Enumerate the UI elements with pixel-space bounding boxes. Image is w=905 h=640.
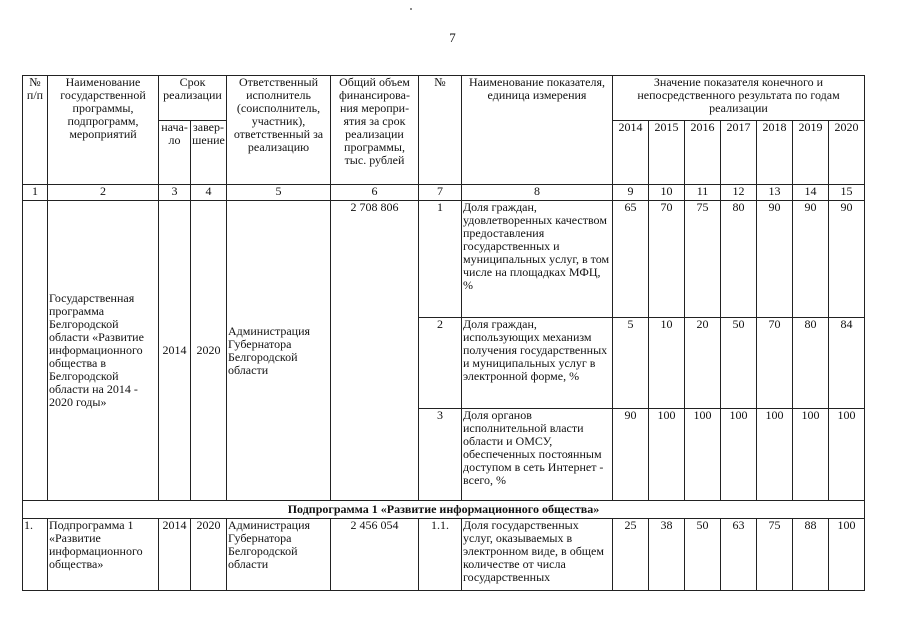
subprogram-num: 1. (23, 519, 48, 591)
indicator-name: Доля граждан, удовлетворенных качеством предоставления государственных и муниципальных услуг, в том числе на площадках МФЦ, % (462, 201, 613, 318)
header-term-start: нача-ло (159, 121, 191, 185)
header-indicator-num: № (419, 76, 462, 185)
indicator-name: Доля государственных услуг, оказываемых в электронном виде, в общем количестве от числа государственных (462, 519, 613, 591)
indicator-value: 50 (721, 318, 757, 409)
header-values-title: Значение показателя конечного и непосредственного результата по годам реализации (613, 76, 865, 121)
header-year: 2019 (793, 121, 829, 185)
header-term-end: завер-шение (191, 121, 227, 185)
header-responsible: Ответственный исполнитель (соисполнитель, участник), ответственный за реализацию (227, 76, 331, 185)
program-end: 2020 (191, 201, 227, 501)
indicator-value: 10 (649, 318, 685, 409)
header-year: 2018 (757, 121, 793, 185)
indicator-value: 88 (793, 519, 829, 591)
header-program-name: Наименование государственной программы, подпрограмм, мероприятий (48, 76, 159, 185)
indicator-value: 100 (829, 519, 865, 591)
subprogram-responsible: Администрация Губернатора Белгородской области (227, 519, 331, 591)
program-num (23, 201, 48, 501)
indicator-value: 65 (613, 201, 649, 318)
indicator-value: 90 (829, 201, 865, 318)
indicator-value: 70 (757, 318, 793, 409)
indicator-value: 100 (757, 409, 793, 501)
indicator-value: 100 (649, 409, 685, 501)
indicator-value: 90 (757, 201, 793, 318)
program-responsible: Администрация Губернатора Белгородской области (227, 201, 331, 501)
column-number: 3 (159, 185, 191, 201)
program-financing: 2 708 806 (331, 201, 419, 501)
indicator-value: 100 (793, 409, 829, 501)
indicator-value: 50 (685, 519, 721, 591)
column-number: 7 (419, 185, 462, 201)
column-number: 1 (23, 185, 48, 201)
program-table (22, 75, 865, 591)
column-number: 14 (793, 185, 829, 201)
header-year: 2015 (649, 121, 685, 185)
indicator-num: 3 (419, 409, 462, 501)
indicator-num: 1 (419, 201, 462, 318)
indicator-value: 80 (721, 201, 757, 318)
indicator-value: 75 (757, 519, 793, 591)
indicator-value: 38 (649, 519, 685, 591)
indicator-value: 70 (649, 201, 685, 318)
subprogram-end: 2020 (191, 519, 227, 591)
indicator-value: 20 (685, 318, 721, 409)
indicator-value: 100 (721, 409, 757, 501)
indicator-value: 90 (613, 409, 649, 501)
column-number: 13 (757, 185, 793, 201)
indicator-value: 25 (613, 519, 649, 591)
indicator-name: Доля органов исполнительной власти области и ОМСУ, обеспеченных постоянным доступом в сеть Интернет - всего, % (462, 409, 613, 501)
subprogram-heading: Подпрограмма 1 «Развитие информационного общества» (23, 501, 865, 519)
indicator-value: 75 (685, 201, 721, 318)
column-number: 15 (829, 185, 865, 201)
indicator-name: Доля граждан, использующих механизм получения государственных и муниципальных услуг в электронной форме, % (462, 318, 613, 409)
indicator-value: 100 (685, 409, 721, 501)
indicator-num: 1.1. (419, 519, 462, 591)
column-number: 11 (685, 185, 721, 201)
header-year: 2017 (721, 121, 757, 185)
header-year: 2020 (829, 121, 865, 185)
program-start: 2014 (159, 201, 191, 501)
header-num: № п/п (23, 76, 48, 185)
column-number: 8 (462, 185, 613, 201)
subprogram-start: 2014 (159, 519, 191, 591)
header-term: Срок реализации (159, 76, 227, 121)
table-row (23, 201, 865, 318)
indicator-value: 90 (793, 201, 829, 318)
indicator-value: 84 (829, 318, 865, 409)
subprogram-financing: 2 456 054 (331, 519, 419, 591)
indicator-num: 2 (419, 318, 462, 409)
page-number: 7 (449, 30, 456, 45)
column-number: 10 (649, 185, 685, 201)
table-row (23, 519, 865, 591)
column-number: 2 (48, 185, 159, 201)
header-year: 2016 (685, 121, 721, 185)
header-financing: Общий объем финансирова-ния меропри-ятия за срок реализации программы, тыс. рублей (331, 76, 419, 185)
column-number: 6 (331, 185, 419, 201)
subprogram-name: Подпрограмма 1 «Развитие информационного общества» (48, 519, 159, 591)
column-number: 12 (721, 185, 757, 201)
indicator-value: 80 (793, 318, 829, 409)
indicator-value: 100 (829, 409, 865, 501)
scan-speck (410, 8, 412, 10)
indicator-value: 63 (721, 519, 757, 591)
header-indicator-name: Наименование показателя, единица измерения (462, 76, 613, 185)
column-number: 9 (613, 185, 649, 201)
program-name: Государственная программа Белгородской области «Развитие информационного общества в Белгородской области на 2014 - 2020 годы» (48, 201, 159, 501)
column-number: 5 (227, 185, 331, 201)
header-year: 2014 (613, 121, 649, 185)
column-number: 4 (191, 185, 227, 201)
indicator-value: 5 (613, 318, 649, 409)
